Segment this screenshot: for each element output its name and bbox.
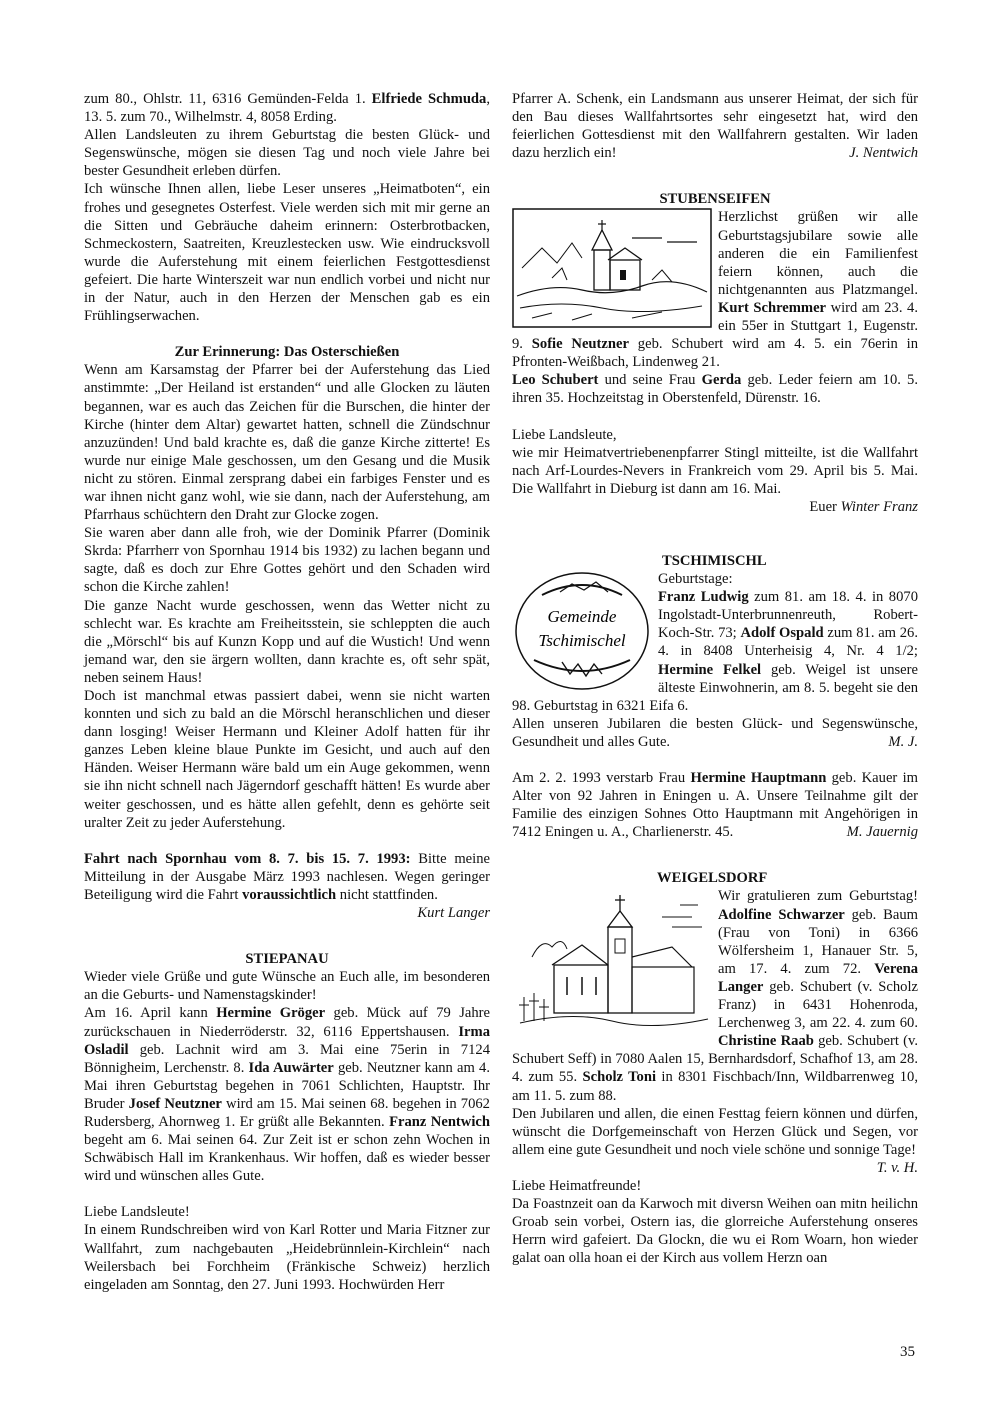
paragraph-liebe-landsleute-right: Liebe Landsleute, [512,426,617,443]
paragraph-wallfahrt-lourdes: wie mir Heimatvertriebenenpfarrer Stingl mitteilte, ist die Wallfahrt nach Arf-Lourdes-Nevers in Frankreich vom 29. April bis 5. Mai. Die Wallfahrt in Dieburg ist dann am 16. Mai. [512,444,918,497]
heading-osterschiessen: Zur Erinnerung: Das Osterschießen [174,344,400,361]
paragraph-pfarrer-schenk: Pfarrer A. Schenk, ein Landsmann aus unserer Heimat, der sich für den Bau dieses Wallfahrtsortes sehr eingesetzt hat, wird den feierlichen Gottesdienst mit den Wallfahrern gestalten. Wir laden dazu herzlich ein! J. Nentwich [512,91,918,162]
paragraph-birthdays-continued: zum 80., Ohlstr. 11, 6316 Gemünden-Felda 1. Elfriede Schmuda, 13. 5. zum 70., Wilhelmstr. 4, 8058 Erding. [84,91,490,126]
paragraph-stiepanau-birthdays: Am 16. April kann Hermine Gröger geb. Mück auf 79 Jahre zurückschauen in Niederröderstr. 32, 6116 Eppertshausen. Irma Osladil geb. Lachnit wird am 3. Mai eine 75erin in 7124 Bönnigheim, Lerchenstr. 8. Ida Auwärter geb. Neutzner kann am 4. Mai ihren Geburtstag begehen in 7061 Schlichten, Hauptstr. Ihr Bruder Josef Neutzner wird am 15. Mai seinen 68. begehen in 7062 Rudersberg, Ahornweg 1. Er grüßt alle Bekannten. Franz Nentwich begeht am 6. Mai seinen 64. Zur Zeit ist er schon zehn Wochen in Schwäbisch Hall im Krankenhaus. Wir hoffen, daß es wieder besser wird und wünschen alles Gute. [84,1005,490,1185]
heading-stiepanau: STIEPANAU [245,951,329,968]
signature-winter-franz: Euer Winter Franz [809,498,918,515]
signature-j-nentwich: J. Nentwich [849,145,918,162]
heading-weigelsdorf: WEIGELSDORF [657,870,768,887]
paragraph-oster-1: Wenn am Karsamstag der Pfarrer bei der Auferstehung das Lied anstimmte: „Der Heiland ist erstanden“ und alle Glocken zu läuten begannen, war es auch das Zeichen für die Burschen, die hinter der Kirche (hinter dem Altar) gewartet hatten, schnell die Zündschnur anzuzünden! Und bald krachte es, daß die ganze Kirche zitterte! Es wurde nur einige Male geschossen, um den Gesang und die Musik nicht zu stören. Einmal zersprang dabei ein farbiges Fenster und es war ihnen nicht ganz wohl, wie sie dann, nach der Auferstehung, am Pfarrhaus schüchtern den Draht zur Glocke zogen. [84,362,490,524]
church-sketch-weigelsdorf [512,887,712,1035]
left-column [84,90,490,1294]
paragraph-stubenseifen-birthdays: Herzlichst grüßen wir alle Geburtstagsjubilare sowie alle anderen die ein Familienfest feiern können, auch die nichtgenannten aus Platzmangel. Kurt Schremmer wird am 23. 4. ein 55er in Stuttgart 1, Eugenstr. 9. Sofie Neutzner geb. Schubert wird am 4. 5. ein 76erin in Pfronten-Weißbach, Lindenweg 21. [512,209,918,371]
signature-mj: M. J. [888,733,918,750]
name-elfriede-schmuda: Elfriede Schmuda [371,91,487,107]
paragraph-easter-greeting: Ich wünsche Ihnen allen, liebe Leser unseres „Heimatboten“, ein frohes und gesegnetes Osterfest. Viele werden sich mit mir gerne an die Sitten und Gebräuche daheim erinnern: Osterbrotbacken, Schmeckostern, Saatreiten, Kreuzlestecken usw. Wie eindrucksvoll wurde die Auferstehung mit einem feierlichen Festgottesdienst gefeiert. Die harte Winterszeit war nun endlich vorbei und nicht nur in der Natur, auch in den Herzen der Menschen gab es ein Frühlingserwachen. [84,181,490,325]
page-number: 35 [900,1344,915,1360]
paragraph-obituary: Am 2. 2. 1993 verstarb Frau Hermine Hauptmann geb. Kauer im Alter von 92 Jahren in Eningen u. A. Unsere Teilnahme gilt der Familie des einzigen Sohnes Otto Hauptmann mit Angehörigen in 7412 Eningen u. A., Charlienerstr. 45. M. Jauernig [512,770,918,841]
stamp-text-gemeinde: Gemeinde [547,607,617,627]
right-column [512,90,918,1267]
paragraph-liebe-landsleute: Liebe Landsleute! [84,1204,190,1221]
stamp-text-tschimischel: Tschimischel [538,631,626,651]
church-sketch-stubenseifen [512,208,712,328]
paragraph-oster-2: Sie waren aber dann alle froh, wie der Dominik Pfarrer (Dominik Skrda: Pfarrherr von Spornhau 1914 bis 1932) zu lachen begann und sagte, daß es doch zur Ehre Gottes gehört und den Schaden wird schon die Kirche zahlen! [84,525,490,596]
paragraph-oster-3: Die ganze Nacht wurde geschossen, wenn das Wetter nicht zu schlecht war. Es krachte am Freiheitsstein, sie schleppten die auch die „Mörschl“ bis auf Kunzn Kopp und auf die Wustich! Und wenn jemand war, den sie ärgern wollten, dann krachte es, oft sehr spät, neben seinem Haus! [84,597,490,686]
paragraph-oster-4: Doch ist manchmal etwas passiert dabei, wenn sie nicht warten konnten und sich zu bald an die Mörschl heranschlichen und dieser dann losging! Weiser Hermann und Kleiner Adolf hatten für ihr ganzes Leben kleine blaue Punkte im Gesicht, und auch auf den Händen. Weiser Hermann wäre bald um ein Auge gekommen, wenn sie ihn nicht schnell nach Jägerndorf geschafft hätten! Es wurde aber weiter geschossen, und es hätte allen gefehlt, denn es gehörte seit uralter Zeit zu jeder Auferstehung. [84,688,490,831]
paragraph-liebe-heimatfreunde: Liebe Heimatfreunde! [512,1177,642,1194]
paragraph-wallfahrt: In einem Rundschreiben wird von Karl Rotter und Maria Fitzner zur Wallfahrt, zum nachgebauten „Heidebrünnlein-Kirchlein“ nach Weilersbach bei Forchheim (Fränkische Schweiz) herzlich eingeladen am Sonntag, den 27. Juni 1993. Hochwürden Herr [84,1222,490,1293]
signature-tvh: T. v. H. [876,1159,918,1176]
paragraph-tschimischl-wishes: Allen unseren Jubilaren die besten Glück- und Segenswünsche, Gesundheit und alles Gute. M. J. [512,715,918,750]
paragraph-weigelsdorf-birthdays: Wir gratulieren zum Geburtstag! Adolfine Schwarzer geb. Baum (Frau von Toni) in 6366 Wölfersheim 1, Hanauer Str. 5, am 17. 4. zum 72. Verena Langer geb. Schubert (v. Scholz Franz) in 6431 Hohenroda, Lerchenweg 3, am 22. 4. zum 60. Christine Raab geb. Schubert (v. Schubert Seff) in 7080 Aalen 15, Bernhardsdorf, Schafhof 13, am 28. 4. zum 55. Scholz Toni in 8301 Fischbach/Inn, Wildbarrenweg 10, am 11. 5. zum 88. [512,888,918,1104]
signature-m-jauernig: M. Jauernig [846,824,918,841]
paragraph-fahrt-spornhau: Fahrt nach Spornhau vom 8. 7. bis 15. 7. 1993: Bitte meine Mitteilung in der Ausgabe März 1993 nachlesen. Wegen geringer Beteiligung wird die Fahrt voraussichtlich nicht stattfinden. [84,850,490,903]
paragraph-wishes: Allen Landsleuten zu ihrem Geburtstag die besten Glück- und Segenswünsche, mögen sie diesen Tag und noch viele Jahre bei bester Gesundheit erleben dürfen. [84,127,490,180]
stamp-gemeinde-tschimischel [512,570,652,692]
paragraph-stubenseifen-hochzeit: Leo Schubert und seine Frau Gerda geb. Leder feiern am 10. 5. ihren 35. Hochzeitstag in Oberstenfeld, Dürenstr. 16. [512,372,918,407]
paragraph-stiepanau-greeting: Wieder viele Grüße und gute Wünsche an Euch alle, im besonderen an die Geburts- und Namenstagskinder! [84,969,490,1004]
heading-tschimischl: TSCHIMISCHL [662,552,767,569]
paragraph-tschimischl-label: Geburtstage: [658,571,733,588]
heading-stubenseifen: STUBENSEIFEN [659,191,771,208]
paragraph-weigelsdorf-wishes: Den Jubilaren und allen, die einen Festtag feiern können und dürfen, wünscht die Dorfgemeinschaft von Herzen Glück und Segen, vor allem eine gute Gesundheit und noch viele schöne und sonnige Tage! T. v. H. [512,1105,918,1176]
signature-kurt-langer: Kurt Langer [417,905,490,922]
paragraph-dialect: Da Foastnzeit oan da Karwoch mit diversn Weihen oan mitn heilichn Groab sein vorbei, Ostern ias, die glorreiche Auferstehung onseres Herrn wird gafeiert. Da Glockn, die wu ei Rom Woarn, hon wieder galat oan olla hoan ei der Kirch aus vollem Herzn oan [512,1195,918,1267]
paragraph-tschimischl-birthdays: Franz Ludwig zum 81. am 18. 4. in 8070 Ingolstadt-Unterbrunnenreuth, Robert-Koch-Str. 73; Adolf Ospald zum 81. am 26. 4. in 8408 Unterheisig 4, Nr. 4 1/2; Hermine Felkel geb. Weigel ist unsere älteste Einwohnerin, am 8. 5. begeht sie den 98. Geburtstag in 6321 Eifa 6. [512,589,918,714]
